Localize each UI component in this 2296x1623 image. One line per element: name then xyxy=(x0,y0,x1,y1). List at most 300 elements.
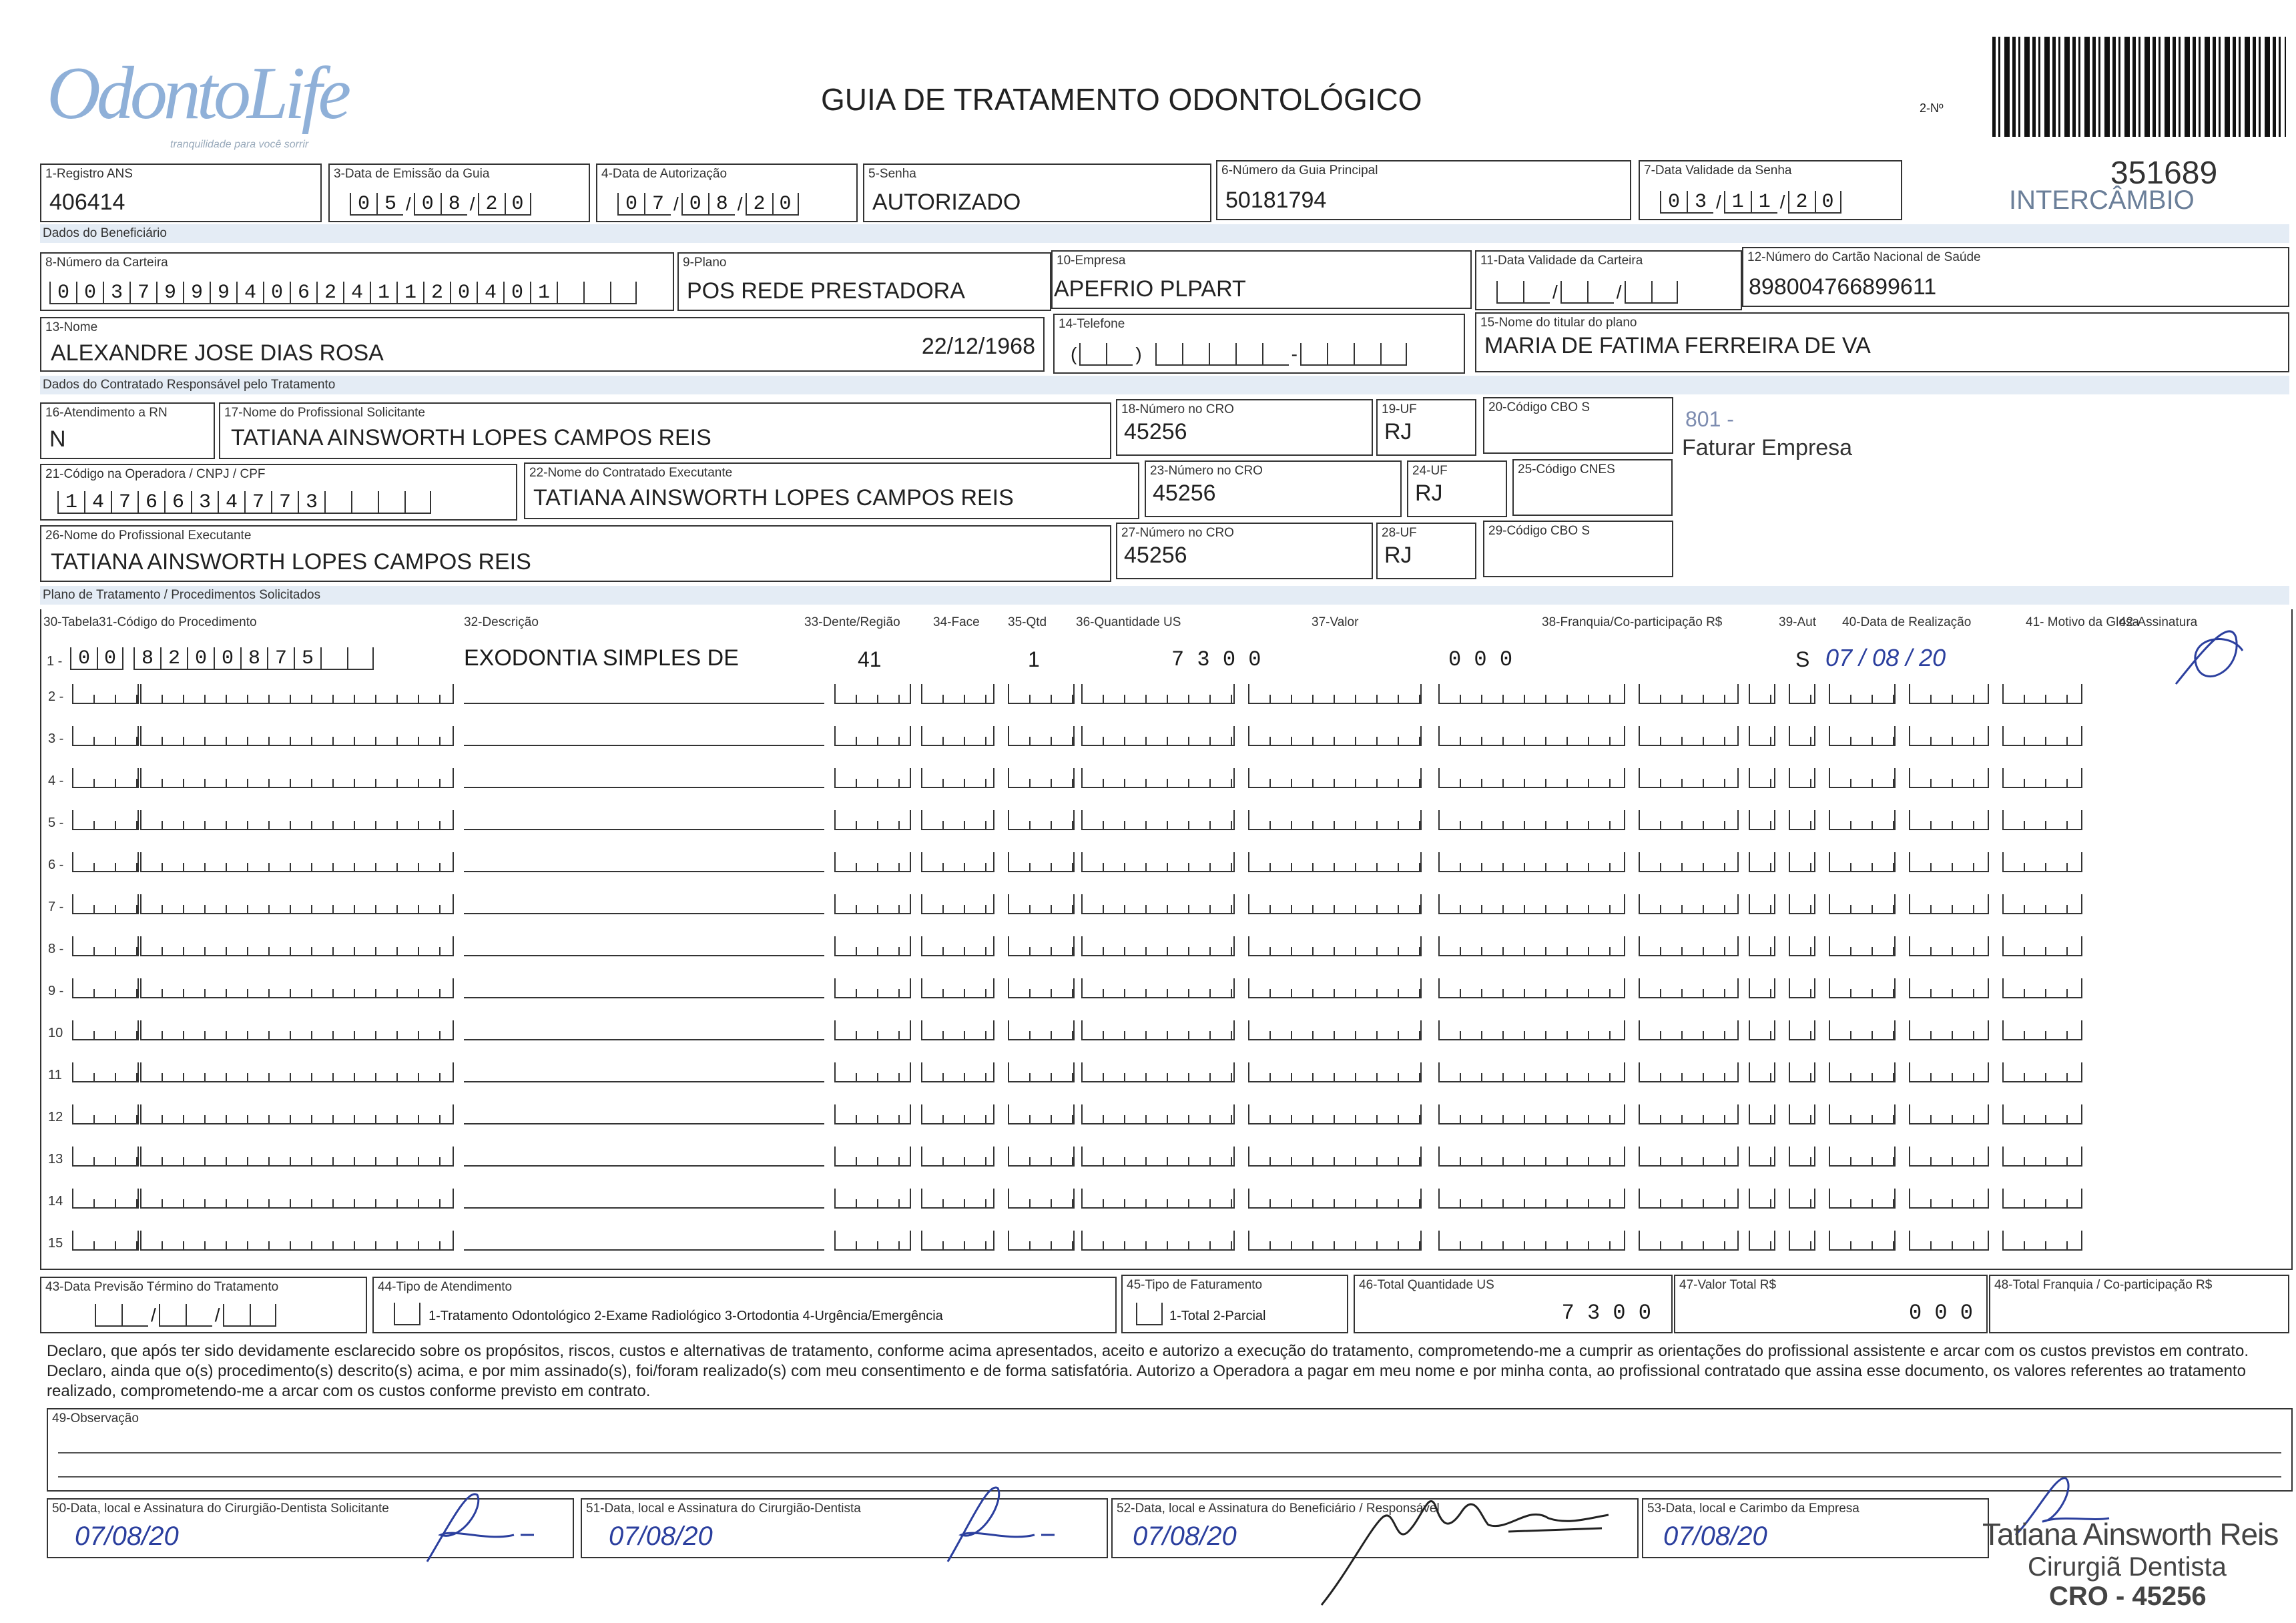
row-cell[interactable] xyxy=(1829,726,1896,746)
column-header: 31-Código do Procedimento xyxy=(99,615,257,629)
row-cell[interactable] xyxy=(1081,1020,1235,1040)
row-cell[interactable] xyxy=(1248,1189,1422,1209)
company-logo xyxy=(47,53,354,153)
section-plano-tratamento: Plano de Tratamento / Procedimentos Solicitados xyxy=(40,586,2289,605)
row-cell[interactable] xyxy=(1909,1189,1989,1209)
field-atendimento-rn[interactable]: 16-Atendimento a RN N xyxy=(40,402,215,459)
row-cell[interactable] xyxy=(921,684,994,704)
row-cell[interactable] xyxy=(1008,852,1075,872)
signature-box-53[interactable]: 53-Data, local e Carimbo da Empresa 07/08/20 xyxy=(1642,1498,1989,1558)
row-cell[interactable] xyxy=(1081,1189,1235,1209)
row-cell[interactable] xyxy=(1829,1104,1896,1124)
row-cell[interactable] xyxy=(1829,978,1896,998)
signature-beneficiary xyxy=(1308,1451,1629,1618)
row-number-3: 3 - xyxy=(48,731,64,746)
field-plano[interactable]: 9-Plano POS REDE PRESTADORA xyxy=(677,252,1051,311)
field-contratado-executante[interactable]: 22-Nome do Contratado Executante TATIANA AINSWORTH LOPES CAMPOS REIS xyxy=(524,462,1139,519)
row-cell[interactable] xyxy=(1438,1147,1625,1167)
field-cns[interactable]: 12-Número do Cartão Nacional de Saúde 898004766899611 xyxy=(1742,247,2289,307)
row-cell[interactable] xyxy=(140,978,454,998)
row-cell[interactable] xyxy=(1081,852,1235,872)
row-cell[interactable] xyxy=(1248,1104,1422,1124)
row-cell[interactable] xyxy=(2002,684,2082,704)
field-senha[interactable]: 5-Senha AUTORIZADO xyxy=(863,164,1211,222)
field-tipo-faturamento[interactable]: 45-Tipo de Faturamento 1-Total 2-Parcial xyxy=(1121,1275,1348,1333)
row1-data-realizacao[interactable]: 07 / 08 / 20 xyxy=(1825,644,1946,671)
row-cell[interactable] xyxy=(1789,1062,1815,1082)
row-cell[interactable] xyxy=(140,1147,454,1167)
row-cell[interactable] xyxy=(1081,978,1235,998)
row-cell[interactable] xyxy=(464,726,824,746)
row-cell[interactable] xyxy=(1639,1020,1739,1040)
row-cell[interactable] xyxy=(1438,894,1625,914)
row-cell[interactable] xyxy=(1639,1189,1739,1209)
row-cell[interactable] xyxy=(1829,1062,1896,1082)
row-cell[interactable] xyxy=(1008,810,1075,830)
row-cell[interactable] xyxy=(2002,1231,2082,1251)
tipo-atendimento-options: 1-Tratamento Odontológico 2-Exame Radiológico 3-Ortodontia 4-Urgência/Emergência xyxy=(428,1309,943,1323)
row-cell[interactable] xyxy=(921,936,994,956)
column-header: 42-Assinatura xyxy=(2119,615,2198,629)
row-cell[interactable] xyxy=(1081,684,1235,704)
row-cell[interactable] xyxy=(1789,936,1815,956)
field-validade-senha[interactable]: 7-Data Validade da Senha 0 3 / 1 1 / 2 0 xyxy=(1639,160,1902,220)
row-cell[interactable] xyxy=(1829,1189,1896,1209)
row-cell[interactable] xyxy=(1789,1231,1815,1251)
row-cell[interactable] xyxy=(72,978,139,998)
row-cell[interactable] xyxy=(1008,726,1075,746)
signature-box-50[interactable]: 50-Data, local e Assinatura do Cirurgião-Dentista Solicitante 07/08/20 xyxy=(47,1498,574,1558)
row-cell[interactable] xyxy=(1909,768,1989,788)
row-cell[interactable] xyxy=(1909,936,1989,956)
row-cell[interactable] xyxy=(1248,894,1422,914)
row-cell[interactable] xyxy=(72,1104,139,1124)
guide-number: 351689 xyxy=(2110,155,2218,191)
row1-valor[interactable]: 0 0 0 xyxy=(1448,647,1513,672)
row-cell[interactable] xyxy=(1081,726,1235,746)
row-cell[interactable] xyxy=(1438,1104,1625,1124)
row-cell[interactable] xyxy=(1639,726,1739,746)
row-cell[interactable] xyxy=(140,768,454,788)
row-cell[interactable] xyxy=(72,1020,139,1040)
row-cell[interactable] xyxy=(1248,1020,1422,1040)
row-cell[interactable] xyxy=(921,1147,994,1167)
row-cell[interactable] xyxy=(140,726,454,746)
row-cell[interactable] xyxy=(1438,810,1625,830)
row-cell[interactable] xyxy=(834,1189,911,1209)
row-cell[interactable] xyxy=(1909,1020,1989,1040)
row-cell[interactable] xyxy=(1909,1231,1989,1251)
field-telefone[interactable]: 14-Telefone ( ) - xyxy=(1053,314,1465,374)
field-total-franquia[interactable]: 48-Total Franquia / Co-participação R$ xyxy=(1989,1275,2289,1333)
row-cell[interactable] xyxy=(1438,684,1625,704)
row-number-5: 5 - xyxy=(48,816,64,830)
row-cell[interactable] xyxy=(464,978,824,998)
row-cell[interactable] xyxy=(921,894,994,914)
row-cell[interactable] xyxy=(1829,684,1896,704)
row-cell[interactable] xyxy=(1639,1231,1739,1251)
row-cell[interactable] xyxy=(921,1189,994,1209)
row-cell[interactable] xyxy=(1081,810,1235,830)
row-number-9: 9 - xyxy=(48,984,64,998)
row-cell[interactable] xyxy=(834,936,911,956)
row-cell[interactable] xyxy=(1248,1231,1422,1251)
row-cell[interactable] xyxy=(921,852,994,872)
row-cell[interactable] xyxy=(464,936,824,956)
row-cell[interactable] xyxy=(1008,936,1075,956)
row-cell[interactable] xyxy=(834,684,911,704)
column-header: 33-Dente/Região xyxy=(804,615,900,629)
row-cell[interactable] xyxy=(1438,726,1625,746)
row-cell[interactable] xyxy=(1789,684,1815,704)
row-cell[interactable] xyxy=(464,1104,824,1124)
field-uf-28[interactable]: 28-UF RJ xyxy=(1376,523,1476,579)
field-tipo-atendimento[interactable]: 44-Tipo de Atendimento 1-Tratamento Odontológico 2-Exame Radiológico 3-Ortodontia 4-Urgência/Emergência xyxy=(372,1277,1117,1333)
row-cell[interactable] xyxy=(464,1020,824,1040)
row-cell[interactable] xyxy=(834,1062,911,1082)
field-data-autorizacao[interactable]: 4-Data de Autorização 0 7 / 0 8 / 2 0 xyxy=(596,164,858,222)
row-cell[interactable] xyxy=(1749,810,1775,830)
row-cell[interactable] xyxy=(1008,1147,1075,1167)
row-cell[interactable] xyxy=(2002,810,2082,830)
row-cell[interactable] xyxy=(1008,1104,1075,1124)
row-cell[interactable] xyxy=(1639,684,1739,704)
row-cell[interactable] xyxy=(1789,1104,1815,1124)
row-cell[interactable] xyxy=(72,936,139,956)
row-cell[interactable] xyxy=(140,1062,454,1082)
row-cell[interactable] xyxy=(834,978,911,998)
column-header: 30-Tabela xyxy=(43,615,99,629)
row-cell[interactable] xyxy=(921,1104,994,1124)
row-cell[interactable] xyxy=(1789,1147,1815,1167)
column-header: 41- Motivo da Glosa xyxy=(2026,615,2140,629)
row-cell[interactable] xyxy=(1248,726,1422,746)
row-cell[interactable] xyxy=(72,684,139,704)
row-cell[interactable] xyxy=(72,1231,139,1251)
row-cell[interactable] xyxy=(1081,768,1235,788)
row-cell[interactable] xyxy=(1749,852,1775,872)
row-cell[interactable] xyxy=(464,894,824,914)
field-cbo-20[interactable]: 20-Código CBO S xyxy=(1483,397,1673,454)
field-validade-carteira[interactable]: 11-Data Validade da Carteira / / xyxy=(1475,250,1742,310)
row-cell[interactable] xyxy=(1008,1231,1075,1251)
row-cell[interactable] xyxy=(1789,894,1815,914)
row-number-12: 12 xyxy=(48,1110,63,1124)
signature-box-52[interactable]: 52-Data, local e Assinatura do Beneficiário / Responsável 07/08/20 xyxy=(1111,1498,1639,1558)
row-cell[interactable] xyxy=(1749,1104,1775,1124)
declaration-text: Declaro, que após ter sido devidamente esclarecido sobre os propósitos, riscos, custos e alternativas de tratamento, conforme acima apresentados, aceito e autorizo a execução do tratamento, comprometendo-me a cumprir as orientações do profissional assistente e arcar com os custos previstos em contrato. Declaro, ainda que o(s) procedimento(s) descrito(s) acima, e por mim assinado(s), foi/foram realizado(s) com meu consentimento e de forma satisfatória. Autorizo a Operadora a pagar em meu nome e por minha conta, ao profissional contratado que assina esse documento, os valores referentes ao tratamento realizado, comprometendo-me a arcar com os custos conforme previsto em contrato. xyxy=(47,1342,2249,1400)
field-total-us[interactable]: 46-Total Quantidade US 7 3 0 0 xyxy=(1354,1275,1673,1333)
field-observacao[interactable]: 49-Observação xyxy=(47,1408,2293,1492)
row-cell[interactable] xyxy=(921,810,994,830)
row-cell[interactable] xyxy=(72,1062,139,1082)
field-profissional-solicitante[interactable]: 17-Nome do Profissional Solicitante TATIANA AINSWORTH LOPES CAMPOS REIS xyxy=(219,402,1111,459)
intercambio-label: INTERCÂMBIO xyxy=(2009,186,2195,215)
row1-signature xyxy=(2163,611,2249,697)
note-faturar-empresa: Faturar Empresa xyxy=(1682,435,1853,460)
signature-dentist-51 xyxy=(934,1462,1068,1575)
row-cell[interactable] xyxy=(1248,1062,1422,1082)
row-cell[interactable] xyxy=(921,978,994,998)
row-cell[interactable] xyxy=(1008,684,1075,704)
column-header: 34-Face xyxy=(933,615,980,629)
row-cell[interactable] xyxy=(1749,1147,1775,1167)
row-cell[interactable] xyxy=(1438,1062,1625,1082)
row-cell[interactable] xyxy=(1639,978,1739,998)
row-cell[interactable] xyxy=(1909,978,1989,998)
row-cell[interactable] xyxy=(72,852,139,872)
row-cell[interactable] xyxy=(834,1147,911,1167)
row-cell[interactable] xyxy=(1639,894,1739,914)
row-cell[interactable] xyxy=(1248,1147,1422,1167)
row-cell[interactable] xyxy=(1639,768,1739,788)
row-cell[interactable] xyxy=(1081,1104,1235,1124)
row-cell[interactable] xyxy=(834,852,911,872)
row-cell[interactable] xyxy=(72,810,139,830)
row-cell[interactable] xyxy=(1829,894,1896,914)
field-uf-24[interactable]: 24-UF RJ xyxy=(1407,460,1507,517)
field-previsao-termino[interactable]: 43-Data Previsão Término do Tratamento / / xyxy=(40,1277,367,1333)
field-uf-19[interactable]: 19-UF RJ xyxy=(1376,399,1476,456)
row-cell[interactable] xyxy=(140,894,454,914)
row-cell[interactable] xyxy=(464,810,824,830)
column-header: 38-Franquia/Co-participação R$ xyxy=(1542,615,1723,629)
field-carteira[interactable]: 8-Número da Carteira 0 0 3 7 9 9 9 4 0 6 2 4 1 1 2 0 4 0 1 xyxy=(40,252,674,311)
row-cell[interactable] xyxy=(1909,684,1989,704)
field-cnes-25[interactable]: 25-Código CNES xyxy=(1512,459,1673,516)
row-cell[interactable] xyxy=(1789,810,1815,830)
row-cell[interactable] xyxy=(140,810,454,830)
row-cell[interactable] xyxy=(834,768,911,788)
row-cell[interactable] xyxy=(2002,1020,2082,1040)
column-header: 40-Data de Realização xyxy=(1842,615,1972,629)
row-cell[interactable] xyxy=(140,684,454,704)
row-cell[interactable] xyxy=(1438,1189,1625,1209)
row-cell[interactable] xyxy=(1829,768,1896,788)
row-cell[interactable] xyxy=(1639,852,1739,872)
row-cell[interactable] xyxy=(1008,768,1075,788)
row-cell[interactable] xyxy=(140,1020,454,1040)
row-cell[interactable] xyxy=(464,684,824,704)
barcode xyxy=(1992,37,2286,137)
row-cell[interactable] xyxy=(1081,936,1235,956)
row-cell[interactable] xyxy=(140,852,454,872)
row-number-1: 1 - xyxy=(47,654,63,669)
row-cell[interactable] xyxy=(1749,768,1775,788)
row-cell[interactable] xyxy=(1008,1189,1075,1209)
row-cell[interactable] xyxy=(1081,894,1235,914)
row-cell[interactable] xyxy=(1639,936,1739,956)
row-cell[interactable] xyxy=(1749,894,1775,914)
signature-dentist-50 xyxy=(414,1468,547,1575)
row-cell[interactable] xyxy=(834,894,911,914)
row-cell[interactable] xyxy=(1248,768,1422,788)
row1-quantidade-us[interactable]: 7 3 0 0 xyxy=(1171,647,1261,672)
row-cell[interactable] xyxy=(1829,1231,1896,1251)
row-number-4: 4 - xyxy=(48,773,64,788)
row-cell[interactable] xyxy=(1789,1189,1815,1209)
row-cell[interactable] xyxy=(1829,1020,1896,1040)
row-cell[interactable] xyxy=(72,726,139,746)
row-cell[interactable] xyxy=(921,1062,994,1082)
field-empresa[interactable]: 10-Empresa APEFRIO PLPART xyxy=(1051,250,1472,309)
row-cell[interactable] xyxy=(1639,810,1739,830)
row-cell[interactable] xyxy=(1829,936,1896,956)
signature-box-51[interactable]: 51-Data, local e Assinatura do Cirurgião-Dentista 07/08/20 xyxy=(581,1498,1108,1558)
row-cell[interactable] xyxy=(2002,1147,2082,1167)
row-cell[interactable] xyxy=(1749,978,1775,998)
logo-text: OdontoLife xyxy=(47,52,348,135)
row-cell[interactable] xyxy=(464,1189,824,1209)
row-cell[interactable] xyxy=(464,852,824,872)
row-cell[interactable] xyxy=(2002,894,2082,914)
row1-descricao[interactable]: EXODONTIA SIMPLES DE xyxy=(464,645,739,671)
row-number-13: 13 xyxy=(48,1152,63,1167)
row-cell[interactable] xyxy=(1081,1062,1235,1082)
row-cell[interactable] xyxy=(921,768,994,788)
row-number-7: 7 - xyxy=(48,900,64,914)
stamp-cro: CRO - 45256 xyxy=(2049,1582,2207,1611)
row-cell[interactable] xyxy=(1248,852,1422,872)
row-cell[interactable] xyxy=(1438,936,1625,956)
row-cell[interactable] xyxy=(1639,1104,1739,1124)
row-cell[interactable] xyxy=(72,1189,139,1209)
row-cell[interactable] xyxy=(1008,1062,1075,1082)
row-cell[interactable] xyxy=(72,894,139,914)
field-registro-ans[interactable]: 1-Registro ANS 406414 xyxy=(40,164,322,222)
row-cell[interactable] xyxy=(1438,1231,1625,1251)
row1-qtd[interactable]: 1 xyxy=(1028,647,1040,671)
row-cell[interactable] xyxy=(1248,810,1422,830)
column-header: 32-Descrição xyxy=(464,615,539,629)
row-cell[interactable] xyxy=(2002,1189,2082,1209)
row-cell[interactable] xyxy=(2002,726,2082,746)
row-cell[interactable] xyxy=(72,1147,139,1167)
row-cell[interactable] xyxy=(1081,1231,1235,1251)
row-cell[interactable] xyxy=(1008,894,1075,914)
row-cell[interactable] xyxy=(921,1020,994,1040)
field-codigo-operadora[interactable]: 21-Código na Operadora / CNPJ / CPF 1 4 7 6 6 3 4 7 7 3 xyxy=(40,464,517,521)
row1-aut[interactable]: S xyxy=(1795,647,1810,671)
row-cell[interactable] xyxy=(1081,1147,1235,1167)
row-cell[interactable] xyxy=(1829,852,1896,872)
row-cell[interactable] xyxy=(1749,1062,1775,1082)
row-cell[interactable] xyxy=(1008,978,1075,998)
row-cell[interactable] xyxy=(1789,1020,1815,1040)
row-cell[interactable] xyxy=(834,1231,911,1251)
row-cell[interactable] xyxy=(1909,852,1989,872)
section-contratado: Dados do Contratado Responsável pelo Tratamento xyxy=(40,376,2289,394)
row-cell[interactable] xyxy=(1909,1062,1989,1082)
tipo-faturamento-options: 1-Total 2-Parcial xyxy=(1169,1309,1266,1323)
handwritten-note-code: 801 - xyxy=(1685,407,1734,431)
row-cell[interactable] xyxy=(1248,936,1422,956)
row-cell[interactable] xyxy=(834,1104,911,1124)
row-cell[interactable] xyxy=(2002,1062,2082,1082)
row-cell[interactable] xyxy=(1248,684,1422,704)
row1-dente[interactable]: 41 xyxy=(858,647,882,671)
row-cell[interactable] xyxy=(464,1147,824,1167)
row-cell[interactable] xyxy=(1749,684,1775,704)
row-cell[interactable] xyxy=(1438,768,1625,788)
row-cell[interactable] xyxy=(2002,852,2082,872)
row-cell[interactable] xyxy=(1749,936,1775,956)
row-number-14: 14 xyxy=(48,1194,63,1209)
row-cell[interactable] xyxy=(72,768,139,788)
row-cell[interactable] xyxy=(1909,1147,1989,1167)
row-cell[interactable] xyxy=(1438,978,1625,998)
row-cell[interactable] xyxy=(140,936,454,956)
row-cell[interactable] xyxy=(1829,1147,1896,1167)
field-data-emissao[interactable]: 3-Data de Emissão da Guia 0 5 / 0 8 / 2 0 xyxy=(328,164,590,222)
row1-tabela[interactable]: 0 0 xyxy=(70,647,123,670)
field-cbo-29[interactable]: 29-Código CBO S xyxy=(1483,521,1673,577)
row-cell[interactable] xyxy=(1438,852,1625,872)
row-cell[interactable] xyxy=(921,1231,994,1251)
row-cell[interactable] xyxy=(140,1104,454,1124)
row1-codigo[interactable]: 8 2 0 0 8 7 5 xyxy=(133,647,374,670)
field-nome[interactable]: 13-Nome ALEXANDRE JOSE DIAS ROSA 22/12/1968 xyxy=(40,317,1045,372)
row-cell[interactable] xyxy=(834,726,911,746)
row-number-15: 15 xyxy=(48,1236,63,1251)
row-cell[interactable] xyxy=(2002,1104,2082,1124)
row-cell[interactable] xyxy=(1749,1189,1775,1209)
row-cell[interactable] xyxy=(921,726,994,746)
row-number-8: 8 - xyxy=(48,942,64,956)
row-cell[interactable] xyxy=(140,1189,454,1209)
row-cell[interactable] xyxy=(464,1231,824,1251)
row-cell[interactable] xyxy=(1909,1104,1989,1124)
row-cell[interactable] xyxy=(1749,726,1775,746)
row-cell[interactable] xyxy=(834,1020,911,1040)
row-number-10: 10 xyxy=(48,1026,63,1040)
field-cro-27[interactable]: 27-Número no CRO 45256 xyxy=(1116,523,1373,579)
column-header: 37-Valor xyxy=(1312,615,1359,629)
field-titular[interactable]: 15-Nome do titular do plano MARIA DE FATIMA FERREIRA DE VA xyxy=(1475,312,2289,372)
row-cell[interactable] xyxy=(2002,936,2082,956)
row-cell[interactable] xyxy=(464,768,824,788)
row-cell[interactable] xyxy=(1639,1147,1739,1167)
row-cell[interactable] xyxy=(2002,978,2082,998)
field-profissional-executante[interactable]: 26-Nome do Profissional Executante TATIANA AINSWORTH LOPES CAMPOS REIS xyxy=(40,525,1111,582)
row-cell[interactable] xyxy=(1749,1020,1775,1040)
row-cell[interactable] xyxy=(1909,894,1989,914)
row-cell[interactable] xyxy=(1438,1020,1625,1040)
row-cell[interactable] xyxy=(1248,978,1422,998)
row-cell[interactable] xyxy=(834,810,911,830)
row-cell[interactable] xyxy=(1789,978,1815,998)
row-cell[interactable] xyxy=(1008,1020,1075,1040)
field-cro-23[interactable]: 23-Número no CRO 45256 xyxy=(1145,460,1402,517)
row-cell[interactable] xyxy=(1909,810,1989,830)
column-header: 35-Qtd xyxy=(1008,615,1047,629)
guide-number-label: 2-Nº xyxy=(1920,101,1944,115)
row-cell[interactable] xyxy=(2002,768,2082,788)
field-guia-principal[interactable]: 6-Número da Guia Principal 50181794 xyxy=(1216,160,1631,220)
field-valor-total[interactable]: 47-Valor Total R$ 0 0 0 xyxy=(1674,1275,1988,1333)
column-header: 36-Quantidade US xyxy=(1076,615,1181,629)
row-cell[interactable] xyxy=(140,1231,454,1251)
row-cell[interactable] xyxy=(1789,768,1815,788)
row-cell[interactable] xyxy=(1829,810,1896,830)
row-cell[interactable] xyxy=(1639,1062,1739,1082)
row-cell[interactable] xyxy=(1789,852,1815,872)
field-cro-18[interactable]: 18-Número no CRO 45256 xyxy=(1116,399,1373,456)
row-cell[interactable] xyxy=(1909,726,1989,746)
row-cell[interactable] xyxy=(1749,1231,1775,1251)
row-cell[interactable] xyxy=(1789,726,1815,746)
row-cell[interactable] xyxy=(464,1062,824,1082)
